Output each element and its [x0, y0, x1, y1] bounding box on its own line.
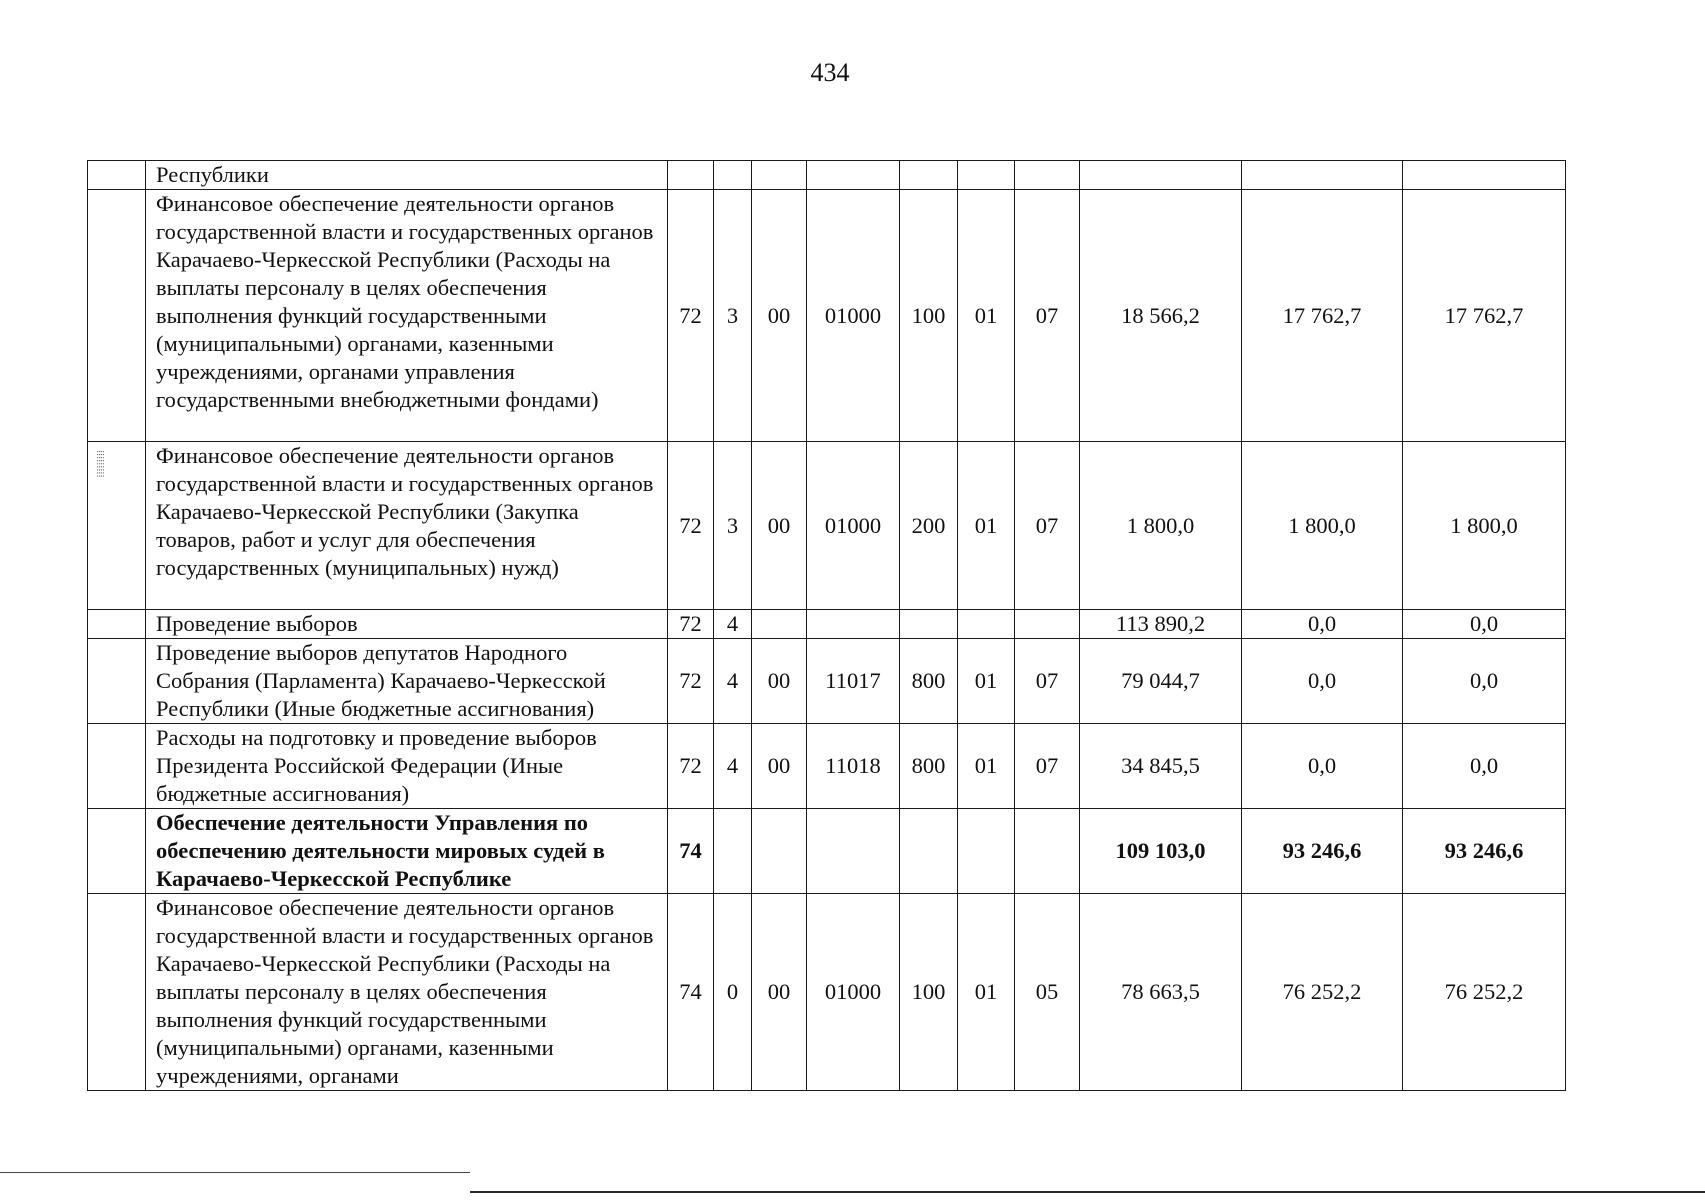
cell-code-admin: 72 — [668, 442, 714, 610]
cell-amount-year-3: 17 762,7 — [1403, 190, 1566, 442]
cell-code-admin: 74 — [668, 809, 714, 894]
cell-amount-year-2 — [1242, 161, 1403, 190]
cell-amount-year-1 — [1080, 161, 1242, 190]
cell-row-marker — [88, 190, 146, 442]
cell-code-chapter: 01 — [958, 894, 1015, 1091]
footer-rule-left — [0, 1172, 470, 1173]
cell-code-admin — [668, 161, 714, 190]
cell-code-chapter: 01 — [958, 190, 1015, 442]
cell-description: Финансовое обеспечение деятельности органов государственной власти и государственных органов Карачаево-Черкесской Республики (Закупка товаров, работ и услуг для обеспечения государственных (муниципальных) нужд) — [146, 442, 668, 610]
cell-code-admin: 72 — [668, 610, 714, 639]
cell-description: Республики — [146, 161, 668, 190]
cell-code-section: 3 — [714, 190, 752, 442]
cell-code-section: 4 — [714, 639, 752, 724]
cell-description: Проведение выборов депутатов Народного Собрания (Парламента) Карачаево-Черкесской Республики (Иные бюджетные ассигнования) — [146, 639, 668, 724]
cell-description: Обеспечение деятельности Управления по обеспечению деятельности мировых судей в Карачаево-Черкесской Республике — [146, 809, 668, 894]
cell-code-admin: 72 — [668, 639, 714, 724]
cell-amount-year-1: 1 800,0 — [1080, 442, 1242, 610]
cell-code-subsection: 00 — [752, 639, 807, 724]
cell-code-subsection: 00 — [752, 190, 807, 442]
cell-description: Проведение выборов — [146, 610, 668, 639]
cell-code-subchapter — [1015, 610, 1080, 639]
cell-code-target: 01000 — [807, 442, 900, 610]
cell-amount-year-2: 0,0 — [1242, 724, 1403, 809]
cell-code-section — [714, 161, 752, 190]
cell-code-subchapter: 07 — [1015, 442, 1080, 610]
cell-code-subsection: 00 — [752, 442, 807, 610]
cell-code-section: 0 — [714, 894, 752, 1091]
cell-code-chapter — [958, 809, 1015, 894]
cell-code-subchapter — [1015, 161, 1080, 190]
cell-code-target: 11017 — [807, 639, 900, 724]
cell-amount-year-2: 93 246,6 — [1242, 809, 1403, 894]
cell-code-expense-type — [900, 161, 958, 190]
cell-amount-year-1: 79 044,7 — [1080, 639, 1242, 724]
cell-description: Расходы на подготовку и проведение выборов Президента Российской Федерации (Иные бюджетные ассигнования) — [146, 724, 668, 809]
cell-code-target: 11018 — [807, 724, 900, 809]
cell-code-section: 3 — [714, 442, 752, 610]
cell-row-marker — [88, 809, 146, 894]
page-number: 434 — [810, 58, 850, 87]
cell-amount-year-3: 0,0 — [1403, 724, 1566, 809]
cell-code-expense-type: 800 — [900, 724, 958, 809]
cell-code-subchapter — [1015, 809, 1080, 894]
cell-code-chapter — [958, 610, 1015, 639]
cell-row-marker — [88, 161, 146, 190]
cell-amount-year-2: 1 800,0 — [1242, 442, 1403, 610]
table-row — [88, 190, 1566, 442]
cell-code-section: 4 — [714, 724, 752, 809]
cell-code-admin: 72 — [668, 724, 714, 809]
cell-code-subsection — [752, 610, 807, 639]
cell-code-expense-type: 200 — [900, 442, 958, 610]
cell-amount-year-1: 78 663,5 — [1080, 894, 1242, 1091]
cell-code-section — [714, 809, 752, 894]
cell-amount-year-2: 17 762,7 — [1242, 190, 1403, 442]
cell-code-target — [807, 809, 900, 894]
cell-code-chapter: 01 — [958, 442, 1015, 610]
table-row — [88, 610, 1566, 639]
cell-code-expense-type: 800 — [900, 639, 958, 724]
cell-amount-year-2: 0,0 — [1242, 610, 1403, 639]
table-row — [88, 639, 1566, 724]
margin-stamp-marks: ⁞⁞⁞⁞⁞⁞⁞⁞⁞ — [94, 450, 106, 478]
cell-code-subsection: 00 — [752, 894, 807, 1091]
cell-row-marker — [88, 724, 146, 809]
cell-amount-year-3: 0,0 — [1403, 610, 1566, 639]
cell-amount-year-1: 34 845,5 — [1080, 724, 1242, 809]
table-row — [88, 809, 1566, 894]
cell-row-marker — [88, 610, 146, 639]
cell-amount-year-3: 93 246,6 — [1403, 809, 1566, 894]
table-row — [88, 724, 1566, 809]
cell-code-target: 01000 — [807, 190, 900, 442]
cell-code-subchapter: 07 — [1015, 190, 1080, 442]
cell-code-chapter — [958, 161, 1015, 190]
table-body — [88, 161, 1566, 1091]
cell-amount-year-3: 76 252,2 — [1403, 894, 1566, 1091]
cell-code-expense-type: 100 — [900, 190, 958, 442]
cell-code-chapter: 01 — [958, 639, 1015, 724]
cell-code-subsection: 00 — [752, 724, 807, 809]
cell-row-marker — [88, 894, 146, 1091]
cell-code-chapter: 01 — [958, 724, 1015, 809]
cell-code-expense-type — [900, 809, 958, 894]
table-row — [88, 894, 1566, 1091]
cell-description: Финансовое обеспечение деятельности органов государственной власти и государственных органов Карачаево-Черкесской Республики (Расходы на выплаты персоналу в целях обеспечения выполнения функций государственными (муниципальными) органами, казенными учреждениями, органами — [146, 894, 668, 1091]
cell-amount-year-2: 76 252,2 — [1242, 894, 1403, 1091]
cell-amount-year-3 — [1403, 161, 1566, 190]
cell-code-expense-type: 100 — [900, 894, 958, 1091]
cell-code-target — [807, 610, 900, 639]
cell-amount-year-2: 0,0 — [1242, 639, 1403, 724]
cell-amount-year-1: 113 890,2 — [1080, 610, 1242, 639]
table-row — [88, 161, 1566, 190]
cell-code-target — [807, 161, 900, 190]
cell-code-subchapter: 07 — [1015, 639, 1080, 724]
cell-code-subchapter: 05 — [1015, 894, 1080, 1091]
cell-amount-year-3: 0,0 — [1403, 639, 1566, 724]
budget-table — [87, 160, 1566, 1091]
cell-amount-year-1: 109 103,0 — [1080, 809, 1242, 894]
cell-code-subsection — [752, 809, 807, 894]
cell-code-subchapter: 07 — [1015, 724, 1080, 809]
cell-row-marker — [88, 639, 146, 724]
table-row — [88, 442, 1566, 610]
cell-code-expense-type — [900, 610, 958, 639]
cell-code-admin: 74 — [668, 894, 714, 1091]
cell-amount-year-1: 18 566,2 — [1080, 190, 1242, 442]
cell-code-subsection — [752, 161, 807, 190]
cell-description: Финансовое обеспечение деятельности органов государственной власти и государственных органов Карачаево-Черкесской Республики (Расходы на выплаты персоналу в целях обеспечения выполнения функций государственными (муниципальными) органами, казенными учреждениями, органами управления государственными внебюджетными фондами) — [146, 190, 668, 442]
cell-code-section: 4 — [714, 610, 752, 639]
cell-amount-year-3: 1 800,0 — [1403, 442, 1566, 610]
footer-rule — [470, 1191, 1705, 1193]
cell-code-target: 01000 — [807, 894, 900, 1091]
cell-code-admin: 72 — [668, 190, 714, 442]
